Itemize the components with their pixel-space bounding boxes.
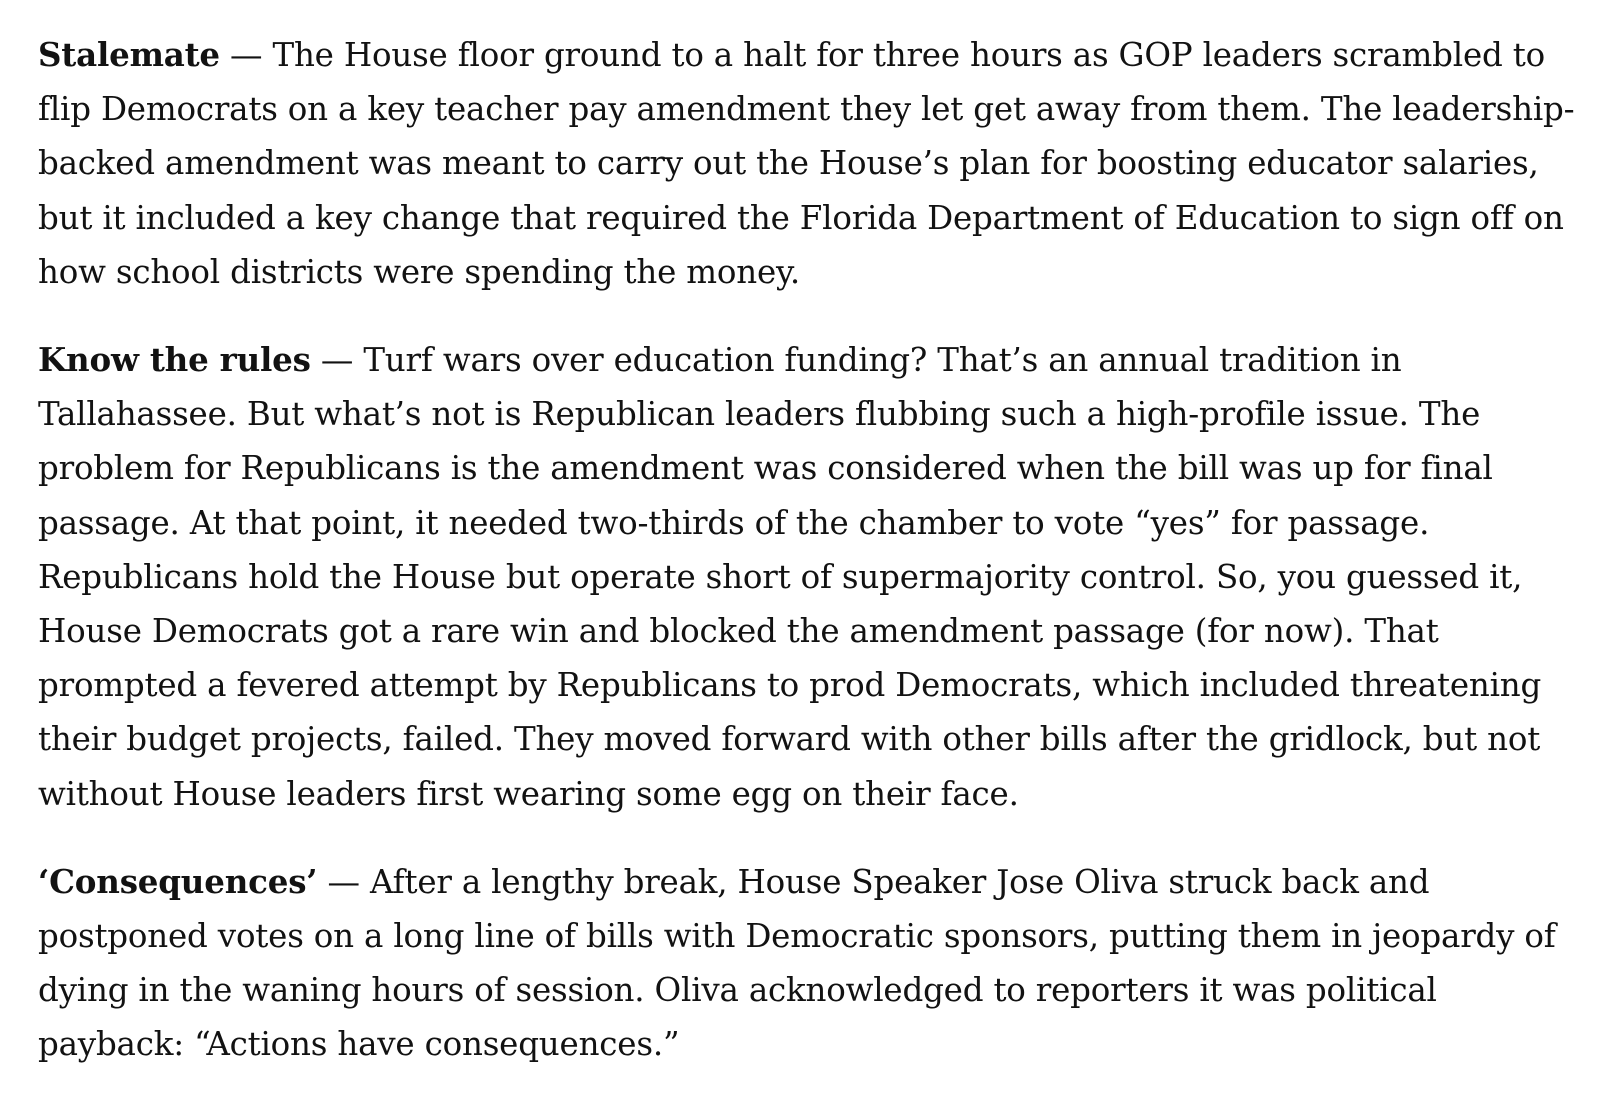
paragraph-consequences — [38, 855, 1586, 1072]
em-dash-separator: — — [317, 862, 370, 901]
em-dash-separator: — — [219, 36, 273, 74]
paragraph-lead: ‘Consequences’ — [38, 861, 318, 901]
paragraph-stalemate — [38, 28, 1586, 299]
paragraph-know-the-rules — [38, 333, 1586, 821]
paragraph-lead: Know the rules — [38, 340, 311, 380]
paragraph-lead: Stalemate — [38, 35, 220, 74]
paragraph-text: The House floor ground to a halt for three hours as GOP leaders scrambled to flip Democrats on a key teacher pay amendment they let get away from them. The leadership-backed amendment was meant to carry out the House’s plan for boosting educator salaries, but it included a key change that required the Florida Department of Education to sign off on how school districts were spending the money. — [38, 36, 1575, 291]
em-dash-separator: — — [310, 341, 364, 380]
article-body — [38, 28, 1586, 1072]
paragraph-text: Turf wars over education funding? That’s an annual tradition in Tallahassee. But what’s not is Republican leaders flubbing such a high-profile issue. The problem for Republicans is the amendment was considered when the bill was up for final passage. At that point, it needed two-thirds of the chamber to vote “yes” for passage. Republicans hold the House but operate short of supermajority control. So, you guessed it, House Democrats got a rare win and blocked the amendment passage (for now). That prompted a fevered attempt by Republicans to prod Democrats, which included threatening their budget projects, failed. They moved forward with other bills after the gridlock, but not without House leaders first wearing some egg on their face. — [38, 341, 1542, 813]
paragraph-text: After a lengthy break, House Speaker Jose Oliva struck back and postponed votes on a long line of bills with Democratic sponsors, putting them in jeopardy of dying in the waning hours of session. Oliva acknowledged to reporters it was political payback: “Actions have consequences.” — [38, 862, 1556, 1064]
